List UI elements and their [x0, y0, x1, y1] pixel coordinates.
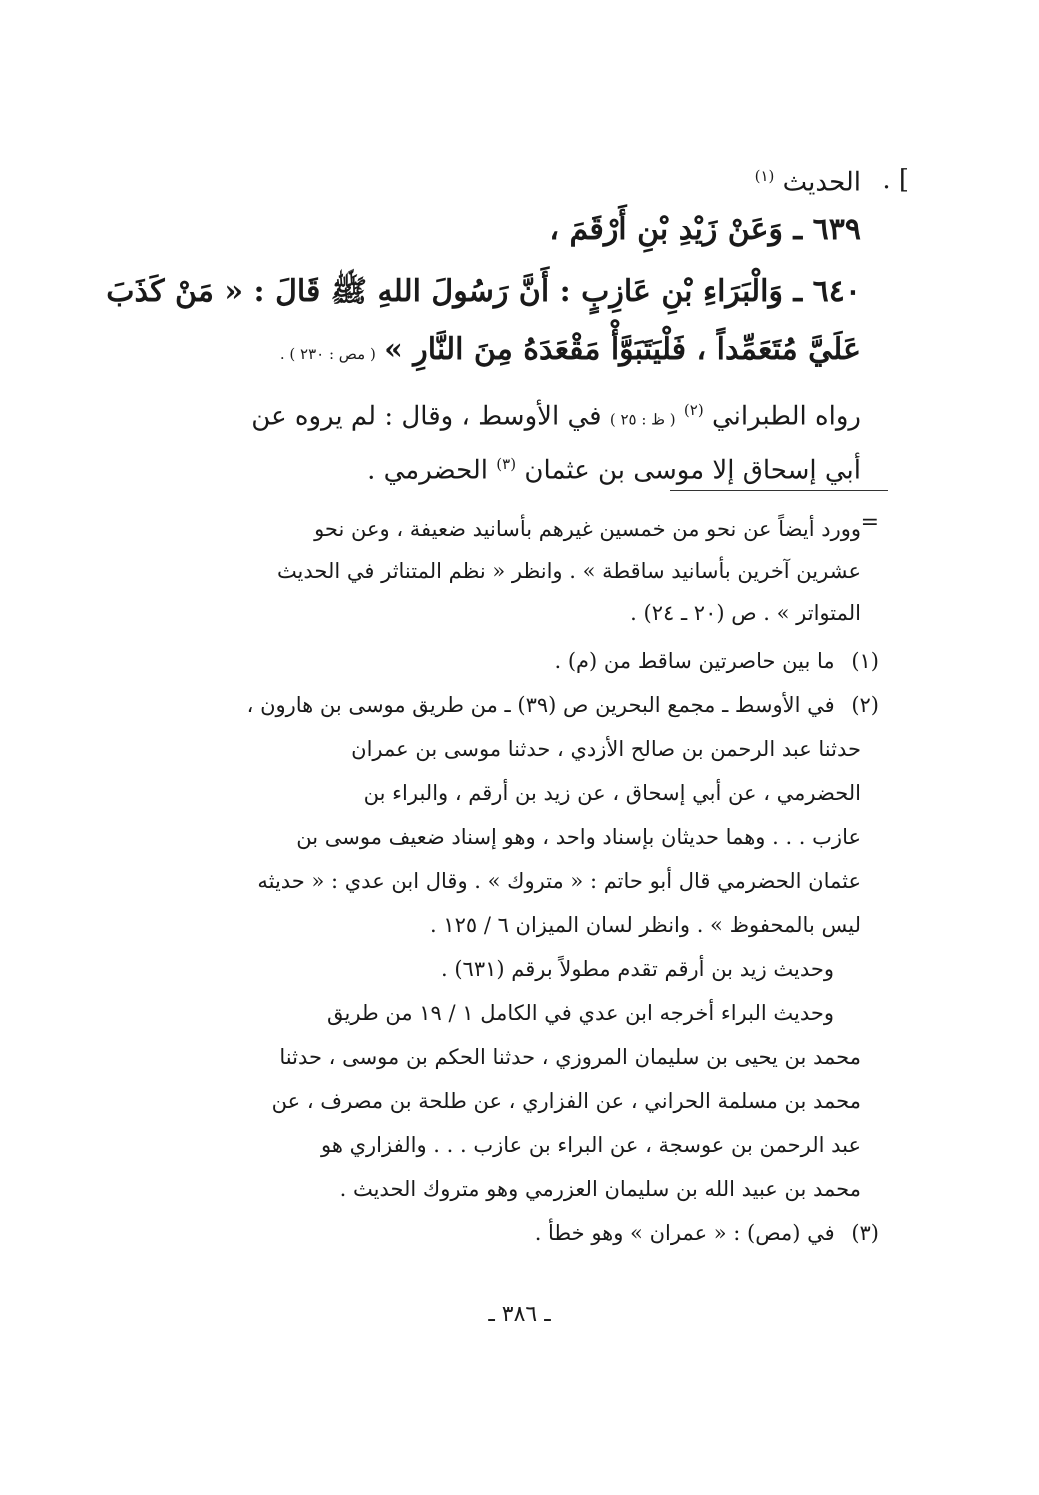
footnote-number: (٣)	[851, 1221, 879, 1245]
text-fragment: الحضرمي .	[367, 455, 489, 486]
manuscript-ref: ( ظ : ٢٥ )	[609, 410, 676, 429]
verse-text: ٦٣٩ ـ وَعَنْ زَيْدِ بْنِ أَرْقَمَ ،	[549, 212, 861, 247]
footnote-cont-line: وورد أيضاً عن نحو من خمسين غيرهم بأسانيد ضعيفة ، وعن نحو	[314, 517, 861, 541]
footnote-line: محمد بن عبيد الله بن سليمان العزرمي وهو متروك الحديث .	[339, 1177, 861, 1201]
footnote-line: الحضرمي ، عن أبي إسحاق ، عن زيد بن أرقم ، والبراء بن	[363, 781, 861, 805]
text-fragment: ] .	[882, 165, 909, 195]
hadith-639	[215, 212, 861, 248]
footnote-number: (٢)	[851, 693, 879, 717]
verse-text: ٦٤٠ ـ وَالْبَرَاءِ بْنِ عَازِبٍ : أَنَّ رَسُولَ اللهِ ﷺ قَالَ : « مَنْ كَذَبَ	[106, 274, 861, 309]
footnote-line: ليس بالمحفوظ » . وانظر لسان الميزان ٦ / ١٢٥ .	[429, 913, 861, 937]
verse-text: عَلَيَّ مُتَعَمِّداً ، فَلْيَتَبَوَّأْ مَقْعَدَهُ مِنَ النَّارِ »	[384, 332, 861, 367]
footnote-cont-line: عشرين آخرين بأسانيد ساقطة » . وانظر « نظم المتناثر في الحديث	[276, 559, 861, 583]
manuscript-ref: ( مص : ٢٣٠ ) .	[279, 345, 376, 363]
rawah-line-2	[215, 446, 861, 489]
footnote-line: وحديث البراء أخرجه ابن عدي في الكامل ١ / ١٩ من طريق	[327, 1001, 834, 1025]
footnote-separator	[670, 490, 888, 491]
footnote-line: حدثنا عبد الرحمن بن صالح الأزدي ، حدثنا موسى بن عمران	[351, 737, 861, 761]
text-fragment: في الأوسط ، وقال : لم يروه عن	[251, 401, 602, 432]
bracket-close	[780, 162, 909, 198]
footnote-line: عبد الرحمن بن عوسجة ، عن البراء بن عازب . . . والفزاري هو	[321, 1133, 861, 1157]
footnote-3	[215, 1218, 879, 1248]
footnote-1	[215, 646, 879, 676]
text-line	[215, 158, 861, 201]
footnote-text: في الأوسط ـ مجمع البحرين ص (٣٩) ـ من طريق موسى بن هارون ،	[246, 693, 835, 717]
text-fragment: أبي إسحاق إلا موسى بن عثمان	[524, 455, 861, 486]
footnote-text: ما بين حاصرتين ساقط من (م) .	[554, 649, 835, 673]
hadith-640-line-2	[215, 332, 861, 372]
continuation-marker: =	[860, 510, 879, 535]
footnote-line: محمد بن مسلمة الحراني ، عن الفزاري ، عن طلحة بن مصرف ، عن	[271, 1089, 861, 1113]
rawah-line-1	[215, 392, 861, 438]
footnote-line: محمد بن يحيى بن سليمان المروزي ، حدثنا الحكم بن موسى ، حدثنا	[279, 1045, 861, 1069]
footnote-2	[215, 690, 879, 720]
footnote-cont-line: المتواتر » . ص (٢٠ ـ ٢٤) .	[630, 601, 861, 625]
footnote-ref: (١)	[754, 167, 775, 185]
text-fragment: الحديث	[782, 167, 861, 198]
hadith-640-line-1	[106, 274, 861, 310]
footnote-line: عثمان الحضرمي قال أبو حاتم : « متروك » . وقال ابن عدي : « حديثه	[257, 869, 861, 893]
footnote-number: (١)	[851, 649, 879, 673]
page-number: ـ ٣٨٦ ـ	[488, 1302, 551, 1327]
footnote-text: في (مص) : « عمران » وهو خطأ .	[534, 1221, 835, 1245]
footnote-line: عازب . . . وهما حديثان بإسناد واحد ، وهو إسناد ضعيف موسى بن	[296, 825, 861, 849]
footnote-ref: (٣)	[496, 455, 517, 473]
text-fragment: رواه الطبراني	[711, 401, 861, 432]
footnote-ref: (٢)	[683, 401, 704, 419]
footnote-line: وحديث زيد بن أرقم تقدم مطولاً برقم (٦٣١) .	[441, 957, 834, 981]
